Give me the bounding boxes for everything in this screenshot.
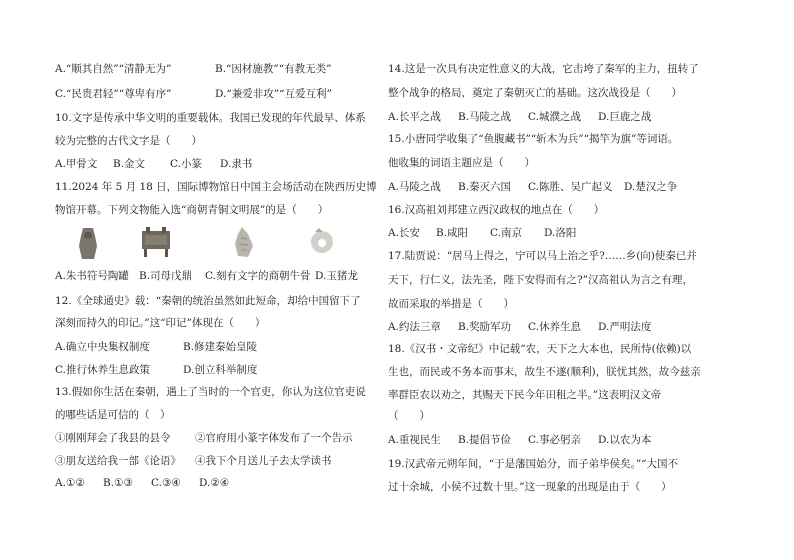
q17-option-a: A.约法三章 [388,321,441,333]
q9-option-a: A.“顺其自然”“清静无为” [55,63,172,75]
q13-statement-2: ②官府用小篆字体发布了一个告示 [195,432,353,444]
q19-stem-line1: 19.汉武帝元朔年间，“于是藩国始分，而子弟毕侯矣。”“大国不 [388,458,679,470]
q10-option-a: A.甲骨文 [55,158,98,170]
q10-option-d: D.隶书 [220,158,253,170]
jade-dragon-image [309,226,335,256]
q12-option-c: C.推行休养生息政策 [55,364,150,376]
q13-stem-line1: 13.假如你生活在秦朝，遇上了当时的一个官吏，你认为这位官吏说 [55,386,366,398]
q10-stem-line1: 10.文字是传承中华文明的重要载体。我国已发现的年代最早、体系 [55,112,366,124]
q18-option-c: C.事必躬亲 [528,434,581,446]
q19-stem-line2: 过十余城，小侯不过数十里。”这一现象的出现是由于（ ） [388,481,672,493]
q10-option-b: B.金文 [113,158,146,170]
q14-stem-line2: 整个战争的格局，奠定了秦朝灭亡的基础。这次战役是（ ） [388,87,682,99]
q11-stem-line2: 物馆开幕。下列文物能入选“商朝青铜文明展”的是（ ） [55,204,329,216]
q14-stem-line1: 14.这是一次具有决定性意义的大战，它击垮了秦军的主力，扭转了 [388,63,699,75]
q13-option-a: A.①② [55,477,85,489]
q14-option-d: D.巨鹿之战 [598,111,652,123]
q13-statement-4: ④我下个月送儿子去太学读书 [195,455,332,467]
q17-option-b: B.奖励军功 [458,321,512,333]
q11-option-c: C.刻有文字的商朝牛骨 [205,270,311,282]
q10-stem-line2: 较为完整的古代文字是（ ） [55,135,202,147]
q15-option-c: C.陈胜、吴广起义 [528,181,613,193]
q15-stem-line2: 他收集的词语主题应是（ ） [388,157,535,169]
q14-option-b: B.马陵之战 [458,111,512,123]
q11-artifact-images [55,226,385,262]
q13-option-c: C.③④ [151,477,181,489]
q13-option-d: D.②④ [199,477,230,489]
q16-option-c: C.南京 [490,227,522,239]
q17-stem-line3: 故而采取的举措是（ ） [388,298,514,310]
q14-option-a: A.长平之战 [388,111,441,123]
q18-option-b: B.提倡节俭 [458,434,512,446]
q15-option-a: A.马陵之战 [388,181,441,193]
bronze-ding-image [139,226,173,258]
q9-option-b: B.“因材施教”“有教无类” [215,63,332,75]
q11-stem-line1: 11.2024 年 5 月 18 日，国际博物馆日中国主会场活动在陕西历史博 [55,181,377,193]
q12-option-b: B.修建秦始皇陵 [183,341,258,353]
q9-option-c: C.“民贵君轻”“尊卑有序” [55,88,172,100]
q12-stem-line2: 深刻而持久的印记。”这“印记”体现在（ ） [55,317,266,329]
q18-stem-line3: 率群臣农以劝之，其赐天下民今年田租之半。”这表明汉文帝 [388,389,662,401]
q17-stem-line1: 17.陆贾说：“居马上得之，宁可以马上治之乎?……乡(向)使秦已并 [388,250,697,262]
q10-option-c: C.小篆 [170,158,202,170]
q17-stem-line2: 天下，行仁义，法先圣，陛下安得而有之?”汉高祖认为言之有理， [388,274,693,286]
q13-statement-3: ③朋友送给我一部《论语》 [55,455,181,467]
q11-option-a: A.朱书符号陶罐 [55,270,129,282]
q13-stem-line2: 的哪些话是可信的（ ） [55,409,171,421]
q12-option-d: D.创立科举制度 [183,364,258,376]
q17-option-d: D.严明法度 [598,321,652,333]
q16-option-d: D.洛阳 [544,227,577,239]
q18-stem-line1: 18.《汉书・文帝纪》中记载“农，天下之大本也，民所恃(依赖)以 [388,343,692,355]
q12-stem-line1: 12.《全球通史》载：“秦朝的统治虽然如此短命，却给中国留下了 [55,295,361,307]
q16-option-b: B.咸阳 [436,227,469,239]
q18-stem-line2: 生也，而民或不务本而事末，故生不遂(顺利)，朕忧其然，故今兹亲 [388,366,701,378]
q13-statement-1: ①刚刚拜会了我县的县令 [55,432,171,444]
q16-stem: 16.汉高祖刘邦建立西汉政权的地点在（ ） [388,204,605,216]
q11-option-b: B.司母戊鼎 [139,270,193,282]
q18-option-d: D.以农为本 [598,434,652,446]
q16-option-a: A.长安 [388,227,420,239]
pottery-jar-image [77,226,99,262]
q12-option-a: A.确立中央集权制度 [55,341,150,353]
q13-option-b: B.①③ [103,477,133,489]
q17-option-c: C.休养生息 [528,321,581,333]
q18-option-a: A.重视民生 [388,434,441,446]
q15-option-b: B.秦灭六国 [458,181,512,193]
q15-option-d: D.楚汉之争 [624,181,678,193]
oracle-bone-image [233,226,255,258]
q14-option-c: C.城濮之战 [528,111,581,123]
q9-option-d: D.“兼爱非攻”“互爱互利” [215,88,332,100]
q11-option-d: D.玉猪龙 [315,270,358,282]
q18-stem-line4: （ ） [388,410,430,422]
q15-stem-line1: 15.小唐同学收集了“鱼腹藏书”“斩木为兵”“揭竿为旗”等词语。 [388,133,679,145]
